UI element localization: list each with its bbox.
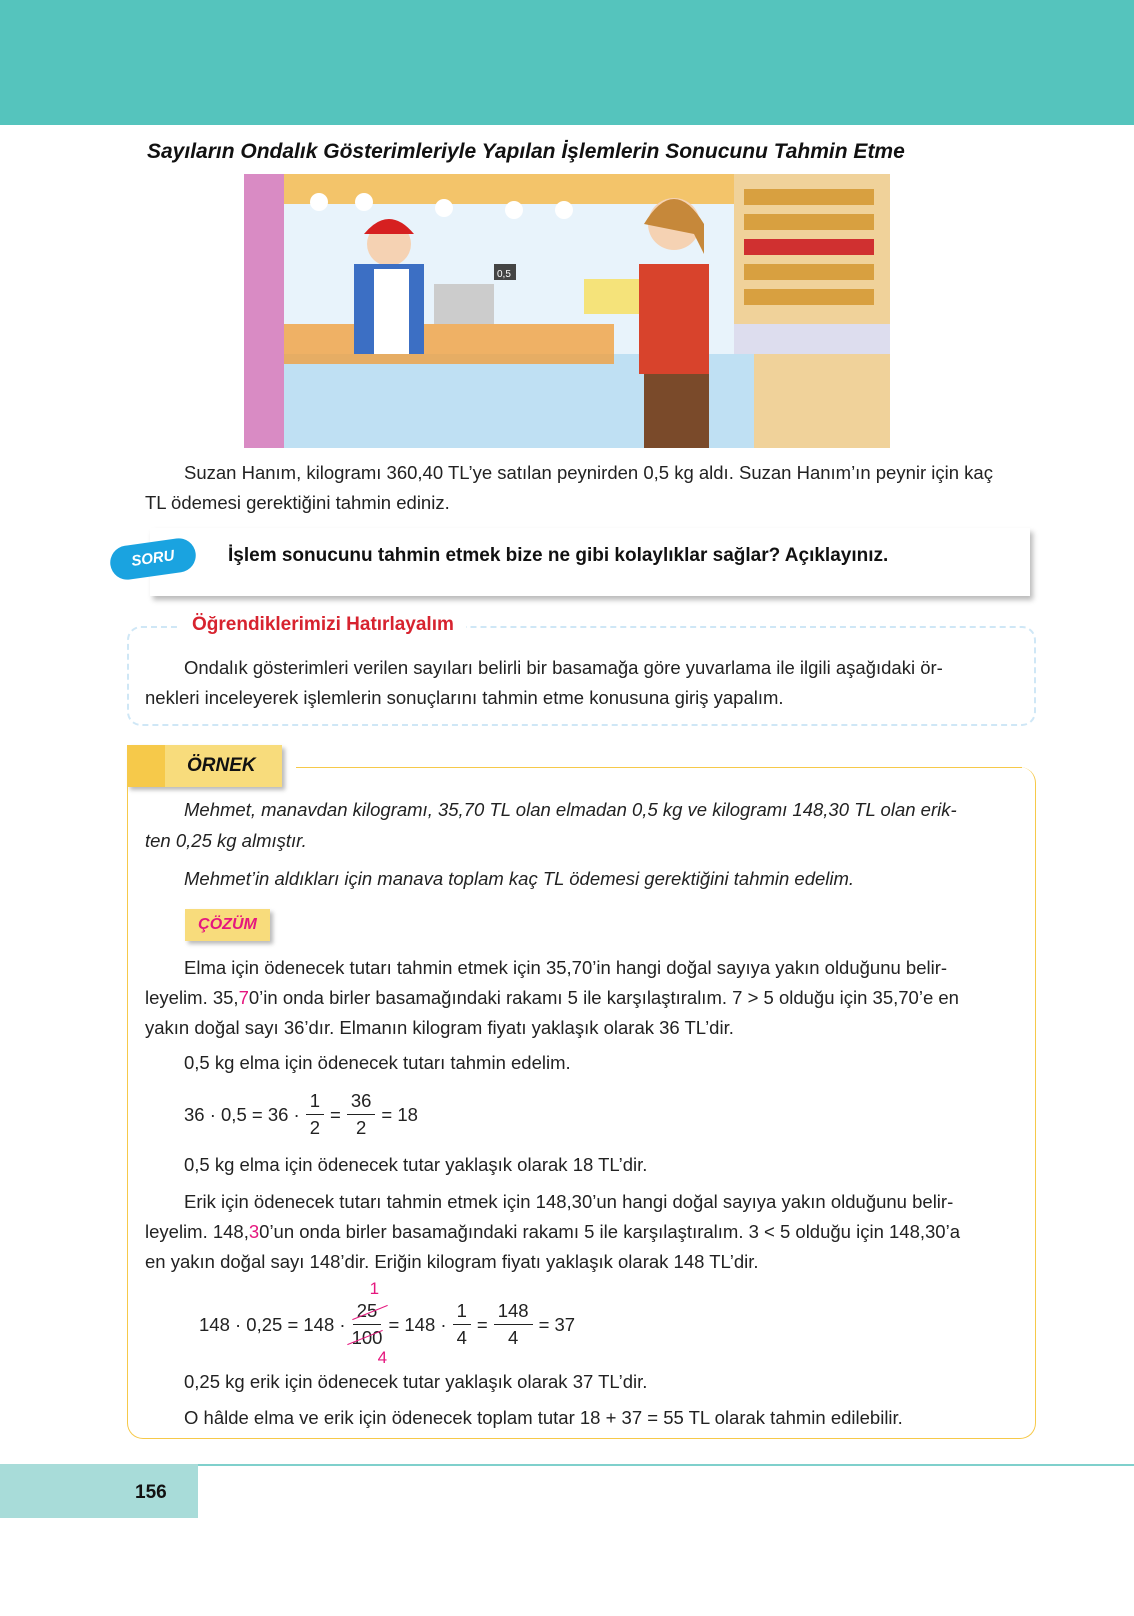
solution-p5: 0,25 kg erik için ödenecek tutar yaklaşık olarak 37 TL’dir.: [184, 1371, 648, 1392]
solution-p4-l3: en yakın doğal sayı 148’dir. Eriğin kilogram fiyatı yaklaşık olarak 148 TL’dir.: [145, 1251, 759, 1272]
numerator: 148: [494, 1298, 533, 1325]
cancel-result-top: 1: [369, 1279, 380, 1298]
page-number: 156: [135, 1482, 167, 1503]
solution-p1-l3: yakın doğal sayı 36’dır. Elmanın kilogram fiyatı yaklaşık olarak 36 TL’dir.: [145, 1017, 734, 1038]
recall-title: Öğrendiklerimizi Hatırlayalım: [180, 614, 466, 636]
eq-text: =: [330, 1103, 341, 1125]
equation-1: [184, 1088, 418, 1141]
denominator: 100: [352, 1325, 383, 1351]
example-line-1: Mehmet, manavdan kilogramı, 35,70 TL olan elmadan 0,5 kg ve kilogramı 148,30 TL olan erik-: [184, 799, 957, 820]
section-title: Sayıların Ondalık Gösterimleriyle Yapılan İşlemlerin Sonucunu Tahmin Etme: [147, 140, 905, 163]
eq-text: = 37: [538, 1313, 576, 1335]
example-line-3: Mehmet’in aldıkları için manava toplam kaç TL ödemesi gerektiğini tahmin edelim.: [184, 868, 855, 889]
intro-line-1: Suzan Hanım, kilogramı 360,40 TL’ye satılan peynirden 0,5 kg aldı. Suzan Hanım’ın peynir için kaç: [184, 462, 993, 483]
eq-text: = 148 ·: [388, 1313, 447, 1335]
ornek-label: ÖRNEK: [187, 755, 256, 776]
intro-line-2: TL ödemesi gerektiğini tahmin ediniz.: [145, 492, 450, 513]
equation-2: [199, 1279, 576, 1367]
denominator: 4: [507, 1327, 519, 1348]
text: 0’un onda birler basamağındaki rakamı 5 ile karşılaştıralım. 3 < 5 olduğu için 148,30’a: [259, 1221, 960, 1242]
solution-p6: O hâlde elma ve erik için ödenecek toplam tutar 18 + 37 = 55 TL olarak tahmin edilebilir.: [184, 1407, 903, 1428]
highlight-digit: 3: [248, 1221, 260, 1242]
fraction: [347, 1088, 376, 1141]
solution-p3: 0,5 kg elma için ödenecek tutar yaklaşık olarak 18 TL’dir.: [184, 1154, 648, 1175]
numerator: 25: [356, 1300, 378, 1321]
fraction-cancelled: [351, 1279, 388, 1367]
eq-text: =: [476, 1313, 488, 1335]
denominator: 2: [309, 1117, 320, 1138]
solution-p4-l2: [145, 1217, 960, 1247]
text: leyelim. 148,: [145, 1221, 249, 1242]
numerator: 1: [306, 1088, 324, 1115]
question-text: İşlem sonucunu tahmin etmek bize ne gibi kolaylıklar sağlar? Açıklayınız.: [228, 545, 889, 566]
eq-text: 36 · 0,5 = 36 ·: [184, 1103, 300, 1125]
cancel-result-bottom: 4: [377, 1348, 388, 1367]
solution-p1-l2: [145, 983, 959, 1013]
numerator: 36: [347, 1088, 376, 1115]
eq-text: 148 · 0,25 = 148 ·: [199, 1313, 346, 1335]
solution-p2: 0,5 kg elma için ödenecek tutarı tahmin edelim.: [184, 1052, 571, 1073]
fraction: [453, 1298, 471, 1351]
cozum-tag: ÇÖZÜM: [185, 909, 270, 941]
scale-label: 0,5: [497, 269, 511, 280]
highlight-digit: 7: [238, 987, 249, 1008]
denominator: 4: [456, 1327, 467, 1348]
page-number-box: [0, 1464, 198, 1518]
denominator: 2: [355, 1117, 367, 1138]
ornek-tag: [127, 745, 282, 787]
cheese-shop-illustration: [244, 174, 890, 448]
text: 0’in onda birler basamağındaki rakamı 5 ile karşılaştıralım. 7 > 5 olduğu için 35,70’e en: [248, 987, 959, 1008]
fraction: [306, 1088, 324, 1141]
soru-tag: SORU: [108, 536, 198, 582]
example-divider: [296, 767, 1022, 768]
fraction: [494, 1298, 533, 1351]
solution-p4-l1: Erik için ödenecek tutarı tahmin etmek için 148,30’un hangi doğal sayıya yakın olduğunu belir-: [184, 1191, 954, 1212]
text: leyelim. 35,: [145, 987, 239, 1008]
header-band: [0, 0, 1134, 125]
recall-line-2: nekleri inceleyerek işlemlerin sonuçlarını tahmin etme konusuna giriş yapalım.: [145, 687, 784, 708]
solution-p1-l1: Elma için ödenecek tutarı tahmin etmek için 35,70’in hangi doğal sayıya yakın olduğunu belir-: [184, 957, 948, 978]
eq-text: = 18: [381, 1103, 418, 1125]
example-line-2: ten 0,25 kg almıştır.: [145, 830, 307, 851]
numerator: 1: [453, 1298, 471, 1325]
recall-line-1: Ondalık gösterimleri verilen sayıları belirli bir basamağa göre yuvarlama ile ilgili aşağıdaki ör-: [184, 657, 943, 678]
